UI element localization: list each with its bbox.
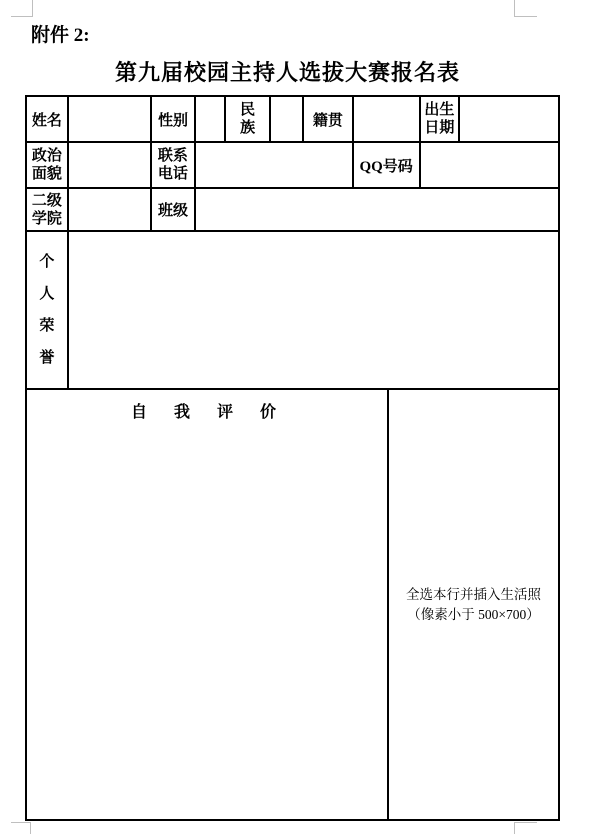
margin-mark-top-left-icon [11,0,33,17]
birth-date-label-cell [421,97,461,143]
gender-label-cell [152,97,197,143]
native-place-label-cell [304,97,354,143]
photo-instruction-line1: 全选本行并插入生活照 [406,586,541,602]
honors-input-cell[interactable] [69,232,560,390]
native-place-input-cell[interactable] [354,97,421,143]
table-row [27,232,560,390]
self-evaluation-title: 自 我 评 价 [130,404,283,421]
phone-label-cell [152,143,197,189]
margin-mark-bottom-left-icon [11,822,31,834]
table-row [27,189,560,232]
ethnicity-label-cell [226,97,271,143]
phone-label: 联系电话 [157,148,188,182]
college-label: 二级学院 [31,192,62,227]
page-title: 第九届校园主持人选拔大赛报名表 [114,60,460,85]
college-label-cell [27,189,69,232]
class-label: 班级 [157,203,188,219]
photo-insert-cell[interactable] [389,390,560,821]
political-status-label: 政治面貌 [31,148,62,182]
native-place-label: 籍贯 [312,112,343,129]
birth-date-label: 出生日期 [424,102,455,136]
class-label-cell [152,189,197,232]
political-status-input-cell[interactable] [69,143,152,189]
table-row [27,97,560,143]
honors-label: 个人荣誉 [39,253,55,367]
table-row [27,143,560,189]
honors-label-cell [27,232,69,390]
name-label: 姓名 [31,112,62,129]
registration-form-table [25,95,560,821]
self-evaluation-cell[interactable] [27,390,389,821]
gender-input-cell[interactable] [196,97,226,143]
ethnicity-label: 民族 [240,102,256,136]
political-status-label-cell [27,143,69,189]
table-row [27,390,560,821]
photo-instruction-line2: （像素小于 500×700） [407,606,540,622]
ethnicity-input-cell[interactable] [271,97,304,143]
gender-label: 性别 [157,112,188,129]
class-input-cell[interactable] [196,189,560,232]
qq-label: QQ号码 [359,158,413,175]
name-input-cell[interactable] [69,97,152,143]
college-input-cell[interactable] [69,189,152,232]
name-label-cell [27,97,69,143]
margin-mark-top-right-icon [514,0,537,17]
qq-input-cell[interactable] [421,143,560,189]
margin-mark-bottom-right-icon [514,822,537,834]
phone-input-cell[interactable] [196,143,353,189]
attachment-label: 附件 2: [31,25,90,46]
birth-date-input-cell[interactable] [460,97,560,143]
qq-label-cell [354,143,421,189]
